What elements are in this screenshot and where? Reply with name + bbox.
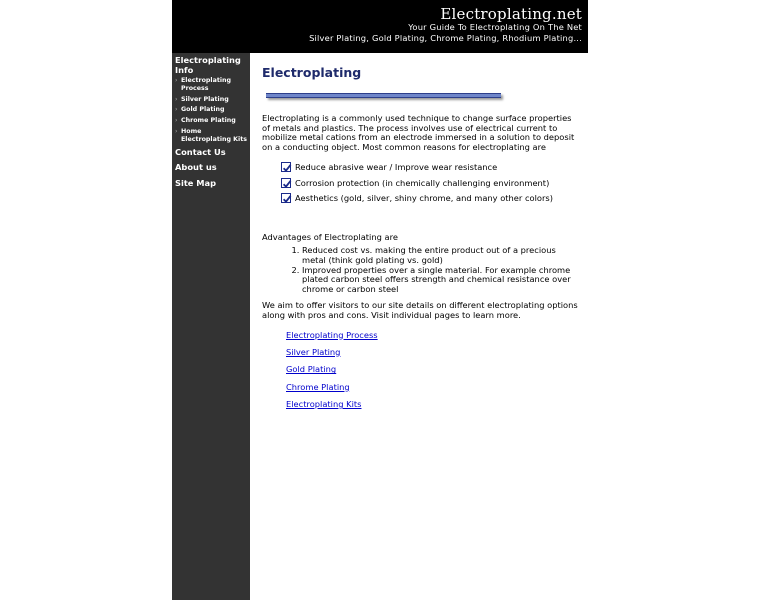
list-item: [286, 399, 582, 409]
bullet-icon: ›: [175, 106, 178, 114]
reason-item: [281, 162, 582, 172]
list-item: [286, 364, 582, 374]
site-title[interactable]: Electroplating.net: [440, 5, 582, 23]
tagline-line-1: Your Guide To Electroplating On The Net: [408, 22, 582, 32]
reason-text: Aesthetics (gold, silver, shiny chrome, and many other colors): [295, 193, 553, 204]
reason-item: [281, 178, 582, 188]
sidebar-link-sitemap[interactable]: Site Map: [175, 177, 217, 188]
page-title: Electroplating: [262, 65, 362, 80]
link-silver-plating[interactable]: Silver Plating: [286, 346, 341, 357]
bullet-icon: ›: [175, 77, 178, 84]
list-item: [286, 330, 582, 340]
checkbox-checked-icon: [281, 193, 291, 203]
page-links-list: [286, 330, 582, 410]
advantages-heading: Advantages of Electroplating are: [262, 232, 398, 243]
sidebar-link-about[interactable]: About us: [175, 162, 217, 173]
link-electroplating-kits[interactable]: Electroplating Kits: [286, 399, 362, 410]
intro-paragraph: Electroplating is a commonly used technique to change surface properties of metals and plastics. The process involves use of electrical current to mobilize metal cations from an electrode immersed in a solution to deposit on a conducting object. Most common reasons for electroplating are: [262, 113, 575, 152]
sidebar-item-chrome-plating[interactable]: [175, 117, 250, 125]
main-content: [262, 66, 582, 416]
reason-item: [281, 193, 582, 203]
sidebar-section-title[interactable]: Electroplating Info: [175, 55, 241, 75]
list-item: [286, 382, 582, 392]
reason-text: Reduce abrasive wear / Improve wear resistance: [295, 162, 498, 173]
link-chrome-plating[interactable]: Chrome Plating: [286, 381, 350, 392]
bullet-icon: ›: [175, 127, 178, 135]
site-header: [172, 0, 588, 53]
bullet-icon: ›: [175, 95, 178, 103]
sidebar-item-label: Home Electroplating Kits: [181, 127, 247, 143]
sidebar-item-label: Silver Plating: [181, 95, 229, 103]
sidebar-item-label: Chrome Plating: [181, 117, 236, 125]
sidebar-link-contact[interactable]: Contact Us: [175, 146, 226, 157]
list-item: [286, 347, 582, 357]
bullet-icon: ›: [175, 117, 178, 125]
sidebar-item-gold-plating[interactable]: [175, 106, 250, 114]
advantage-item: 2. Improved properties over a single material. For example chrome plated carbon steel offers strength and chemical resistance over chrome or carbon steel: [302, 266, 582, 295]
tagline-line-2: Silver Plating, Gold Plating, Chrome Plating, Rhodium Plating...: [309, 33, 582, 43]
sidebar-nav: [172, 53, 250, 600]
offer-paragraph: We aim to offer visitors to our site details on different electroplating options along with pros and cons. Visit individual pages to learn more.: [262, 300, 578, 320]
page-container: [172, 0, 588, 600]
checkbox-checked-icon: [281, 162, 291, 172]
advantages-list: [290, 246, 582, 294]
title-divider: [266, 93, 501, 98]
sidebar-sub-list: [175, 77, 250, 144]
sidebar-item-label: Gold Plating: [181, 106, 225, 114]
sidebar-item-label: Electroplating Process: [181, 77, 231, 92]
advantage-item: 1. Reduced cost vs. making the entire product out of a precious metal (think gold plating vs. gold): [302, 246, 582, 265]
reasons-list: [281, 162, 582, 203]
checkbox-checked-icon: [281, 178, 291, 188]
sidebar-item-electroplating-process[interactable]: [175, 77, 250, 93]
link-electroplating-process[interactable]: Electroplating Process: [286, 329, 378, 340]
sidebar-item-home-kits[interactable]: [175, 128, 250, 144]
link-gold-plating[interactable]: Gold Plating: [286, 364, 337, 375]
reason-text: Corrosion protection (in chemically challenging environment): [295, 177, 550, 188]
sidebar-item-silver-plating[interactable]: [175, 96, 250, 104]
